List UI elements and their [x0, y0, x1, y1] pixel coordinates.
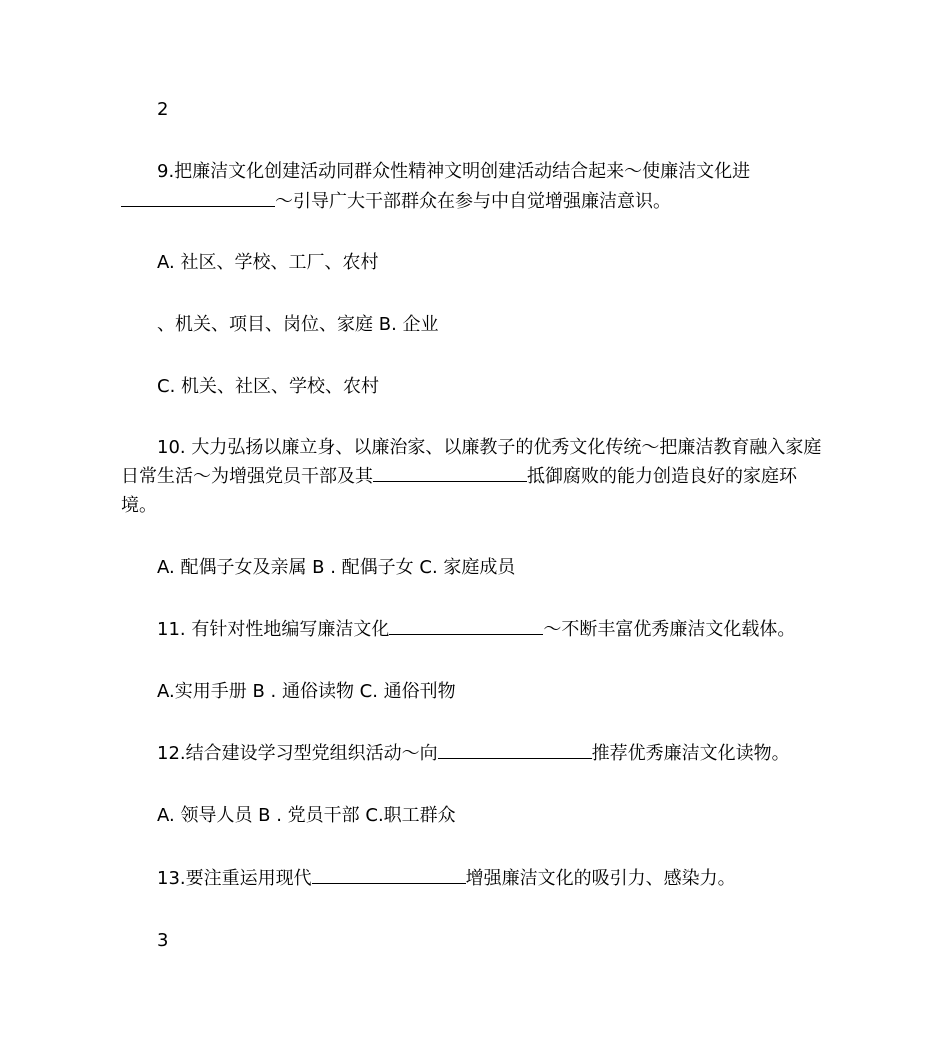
question-11 [157, 615, 795, 645]
question-11-options: A.实用手册 B . 通俗读物 C. 通俗刊物 [157, 681, 456, 702]
question-12-options: A. 领导人员 B . 党员干部 C.职工群众 [157, 805, 456, 826]
answer-blank [389, 616, 543, 635]
question-11-before: 11. 有针对性地编写廉洁文化 [157, 619, 390, 640]
question-10-line-2-before: 日常生活～为增强党员干部及其 [121, 466, 373, 487]
question-9-option-a: A. 社区、学校、工厂、农村 [157, 252, 379, 273]
answer-blank [438, 740, 592, 759]
question-9-line-1: 9.把廉洁文化创建活动同群众性精神文明创建活动结合起来～使廉洁文化进 [157, 161, 751, 182]
question-11-after: ～不断丰富优秀廉洁文化载体。 [543, 619, 796, 640]
page-number-bottom: 3 [157, 930, 169, 951]
question-10-line-1: 10. 大力弘扬以廉立身、以廉治家、以廉教子的优秀文化传统～把廉洁教育融入家庭 [157, 437, 822, 458]
page-number-top: 2 [157, 99, 169, 120]
question-12-after: 推荐优秀廉洁文化读物。 [591, 743, 790, 764]
answer-blank [121, 188, 275, 207]
question-9-line-2 [121, 187, 671, 217]
question-10-options: A. 配偶子女及亲属 B . 配偶子女 C. 家庭成员 [157, 557, 516, 578]
question-13-before: 13.要注重运用现代 [157, 868, 312, 889]
question-12-before: 12.结合建设学习型党组织活动～向 [157, 743, 438, 764]
question-9-option-c: C. 机关、社区、学校、农村 [157, 376, 380, 397]
answer-blank [312, 865, 466, 884]
question-10-line-3: 境。 [121, 495, 157, 516]
question-12 [157, 739, 790, 769]
question-10-line-2-after: 抵御腐败的能力创造良好的家庭环 [527, 466, 797, 487]
question-10-line-2 [121, 462, 797, 492]
question-13-after: 增强廉洁文化的吸引力、感染力。 [465, 868, 736, 889]
question-9-option-b: 、机关、项目、岗位、家庭 B. 企业 [157, 314, 439, 335]
answer-blank [373, 463, 527, 482]
question-9-line-2-text: ～引导广大干部群众在参与中自觉增强廉洁意识。 [275, 191, 671, 212]
question-13 [157, 864, 736, 894]
